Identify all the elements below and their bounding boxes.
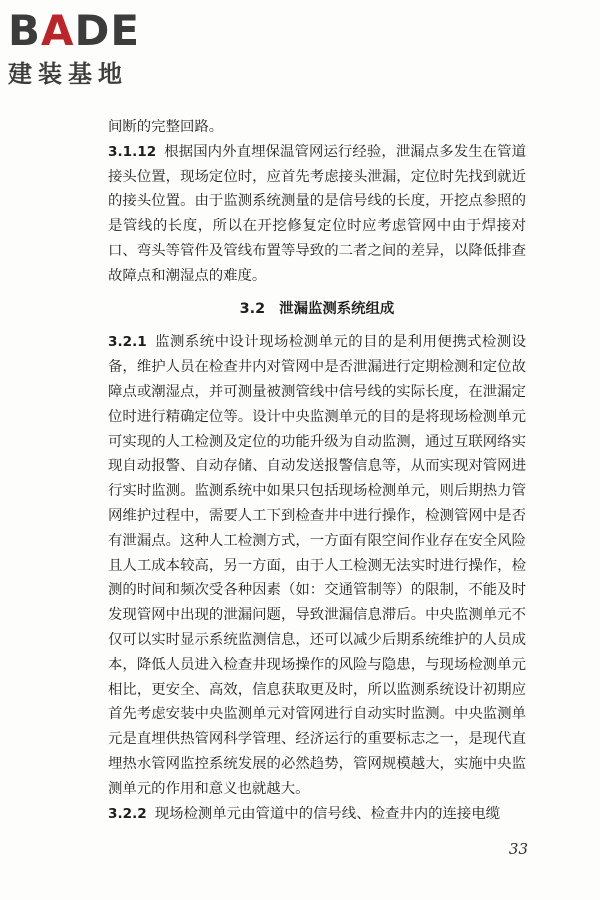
logo-letter-b: B bbox=[8, 6, 42, 55]
logo-wordmark bbox=[8, 6, 140, 56]
logo-letter-a-accent: A bbox=[41, 6, 75, 55]
brand-logo bbox=[8, 6, 188, 90]
continued-paragraph: 间断的完整回路。 bbox=[108, 119, 224, 135]
clause-number: 3.1.12 bbox=[108, 143, 157, 160]
logo-letters-de: DE bbox=[74, 6, 141, 55]
clause-number: 3.2.1 bbox=[108, 334, 147, 351]
clause-3-1-12 bbox=[108, 140, 526, 289]
clause-number: 3.2.2 bbox=[108, 805, 147, 822]
page-number: 33 bbox=[508, 840, 528, 858]
clause-3-2-2 bbox=[108, 802, 526, 827]
clause-3-2-1 bbox=[108, 330, 526, 801]
document-body bbox=[108, 115, 526, 826]
section-heading bbox=[108, 297, 526, 322]
clause-text: 监测系统中设计现场检测单元的目的是利用便携式检测设备，维护人员在检查井内对管网中是否泄漏进行定期检测和定位故障点或潮湿点，并可测量被测管线中信号线的实际长度，在泄漏定位时进行精确定位等。设计中央监测单元的目的是将现场检测单元可实现的人工检测及定位的功能升级为自动监测，通过互联网络实现自动报警、自动存储、自动发送报警信息等，从而实现对管网进行实时监测。监测系统中如果只包括现场检测单元，则后期热力管网维护过程中，需要人工下到检查井中进行操作，检测管网中是否有泄漏点。这种人工检测方式，一方面有限空间作业存在安全风险且人工成本较高，另一方面，由于人工检测无法实时进行操作，检测的时间和频次受各种因素（如：交通管制等）的限制，不能及时发现管网中出现的泄漏问题，导致泄漏信息滞后。中央监测单元不仅可以实时显示系统监测信息，还可以减少后期系统维护的人员成本，降低人员进入检查井现场操作的风险与隐患，与现场检测单元相比，更安全、高效，信息获取更及时，所以监测系统设计初期应首先考虑安装中央监测单元对管网进行自动实时监测。中央监测单元是直埋供热管网科学管理、经济运行的重要标志之一，是现代直埋热水管网监控系统发展的必然趋势，管网规模越大，实施中央监测单元的作用和意义也就越大。 bbox=[108, 334, 526, 797]
logo-subtitle: 建装基地 bbox=[8, 60, 128, 88]
clause-text: 现场检测单元由管道中的信号线、检查井内的连接电缆 bbox=[154, 805, 501, 822]
section-title: 泄漏监测系统组成 bbox=[279, 300, 395, 317]
clause-text: 根据国内外直埋保温管网运行经验，泄漏点多发生在管道接头位置，现场定位时，应首先考虑接头泄漏，定位时先找到就近的接头位置。由于监测系统测量的是信号线的长度，开挖点参照的是管线的长度，所以在开挖修复定位时应考虑管网中由于焊接对口、弯头等管件及管线布置等导致的二者之间的差异，以降低排查故障点和潮湿点的难度。 bbox=[108, 143, 526, 284]
section-number: 3.2 bbox=[239, 300, 266, 317]
